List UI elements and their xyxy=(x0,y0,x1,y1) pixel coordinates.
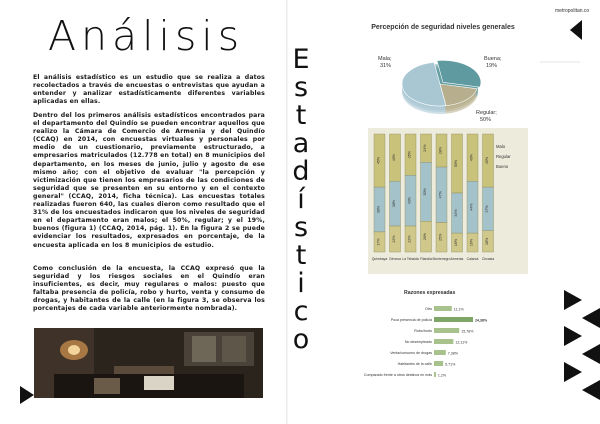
bar-value-label: 40% xyxy=(392,153,396,162)
bar-value-label: 34% xyxy=(454,209,458,217)
pie-label: 31% xyxy=(380,63,392,69)
bar-value-label: 44% xyxy=(469,203,474,211)
legend-label: Malo xyxy=(496,144,506,149)
category-tick-label: Génova xyxy=(389,257,401,261)
reasons-bar-chart xyxy=(364,286,524,392)
vertical-letter: E xyxy=(292,44,310,75)
category-tick-label: Montenegro xyxy=(432,257,451,261)
reason-value-label: 5,71% xyxy=(445,362,456,367)
reason-bar xyxy=(434,361,443,366)
reason-value-label: 12,11% xyxy=(455,340,468,345)
vertical-letter: s xyxy=(293,212,309,243)
bar-value-label: 28% xyxy=(438,146,443,155)
site-label: metropolitan.co xyxy=(555,8,590,14)
pie-label: Buena; xyxy=(484,56,502,62)
stacked-bar-chart xyxy=(368,128,528,274)
reason-label: Otro xyxy=(425,307,432,311)
bar-value-label: 38% xyxy=(376,205,381,214)
bar-value-label: 24% xyxy=(423,144,427,152)
reason-bar xyxy=(434,350,446,355)
pie-chart-title: Percepción de seguridad niveles generales xyxy=(371,24,515,31)
zigzag-decoration xyxy=(564,290,600,410)
bar-value-label: 16% xyxy=(454,238,458,247)
interior-photo xyxy=(34,328,263,398)
bar-value-label: 40% xyxy=(469,153,474,162)
divider-line xyxy=(540,60,580,64)
paragraph-body: Dentro del los primeros análisis estadísticos encontrados para el departamento del Quindío se pueden encontrar aquellos que realizo la Cámara de Comercio de Armenia y del Quindío (CCAQ) en 2014, con encuestas virtuales y personales por medio de un cuestionario, previamente estructurado, a empresarios matriculados (12.778 en total) en 8 municipios del departamento, en los meses de junio, julio y agosto de ese mismo año; con el objetivo de evaluar "la percepción y victimización que tienen los empresarios de las condiciones de seguridad que se presenten en su entorno y en el contexto general" (CCAQ, 2014, ficha técnica). Las encuestas totales realizadas fueron 640, las cuales dieron como resultado que el 31% de los encuestados indicaron que los niveles de seguridad en el departamento eran malos; el 50%, regular; y el 19%, buenos (figura 1) (CCAQ, 2014, pág. 1). En la figura 2 se puede evidenciar los resultados, expresados en porcentaje, de la encuesta aplicada en los 8 municipios de estudio. xyxy=(33,112,265,249)
pie-label: 19% xyxy=(486,63,498,69)
reason-label: Venta/consumo de drogas xyxy=(390,351,432,355)
category-tick-label: Filandia xyxy=(420,257,432,261)
reason-value-label: 1,2% xyxy=(437,373,447,378)
reason-value-label: 24,38% xyxy=(475,318,488,323)
reason-value-label: 15,78% xyxy=(461,329,474,334)
bar-value-label: 25% xyxy=(438,233,443,241)
bar-value-label: 50% xyxy=(423,188,427,196)
bar-value-label: 16% xyxy=(469,238,474,247)
bar-value-label: 18% xyxy=(485,237,489,245)
legend-label: Regular xyxy=(496,154,511,159)
category-tick-label: Armenia xyxy=(450,257,464,261)
reason-bar xyxy=(434,339,453,344)
bar-value-label: 45% xyxy=(376,156,381,165)
reason-label: Robo/hurto xyxy=(414,329,432,333)
bar-value-label: 22% xyxy=(392,235,396,243)
reason-bar xyxy=(434,306,452,311)
vertical-letter: o xyxy=(292,324,310,355)
vertical-letter: a xyxy=(292,128,310,159)
reason-label: Comparado frente a otros destinos en más xyxy=(364,373,432,377)
reason-bar xyxy=(434,372,436,377)
bar-value-label: 17% xyxy=(376,238,381,246)
reason-label: No desempleado xyxy=(404,340,432,344)
vertical-letter: s xyxy=(293,72,309,103)
reason-bar xyxy=(434,328,459,333)
legend-label: Bueno xyxy=(496,164,509,169)
category-tick-label: La Tebaida xyxy=(402,257,419,261)
vertical-letter: t xyxy=(295,100,307,131)
vertical-letter: d xyxy=(292,156,310,187)
bar-value-label: 22% xyxy=(407,235,412,243)
bar-value-label: 47% xyxy=(438,191,443,199)
category-tick-label: Circasia xyxy=(481,257,495,261)
paragraph-intro: El análisis estadístico es un estudio que se realiza a datos recolectados a través de encuestas o entrevistas que ayudan a entender y analizar estadísticamente diferentes variables aplicadas en ellas. xyxy=(33,74,265,106)
bar-value-label: 45% xyxy=(485,156,489,165)
vertical-letter: i xyxy=(297,268,305,299)
bar-value-label: 26% xyxy=(423,233,427,241)
interior-photo-illustration xyxy=(34,328,263,398)
reason-value-label: 11,1% xyxy=(453,307,464,312)
reason-label: Poca presencia de policía xyxy=(390,318,432,322)
pie-chart xyxy=(360,22,520,124)
reason-label: Habitantes de la calle xyxy=(397,362,432,366)
pie-label: 50% xyxy=(480,117,492,123)
reason-bar xyxy=(434,317,473,322)
bar-value-label: 50% xyxy=(454,159,458,168)
vertical-letter: c xyxy=(293,296,309,327)
vertical-letter: t xyxy=(295,240,307,271)
reasons-bar-figure xyxy=(364,286,524,392)
pie-label: Mala; xyxy=(378,56,392,62)
stacked-bar-figure xyxy=(368,128,528,274)
bar-value-label: 35% xyxy=(407,151,412,159)
bar-value-label: 43% xyxy=(407,197,412,205)
bar-value-label: 38% xyxy=(392,200,396,208)
reason-value-label: 7,38% xyxy=(447,351,459,356)
paragraph-conclusion: Como conclusión de la encuesta, la CCAQ expresó que la seguridad y los riesgos sociales en el Quindío eran insuficientes, es decir, muy regulares o malos: puesto que faltaba presencia de policía, robo y hurto, venta y consumo de drogas, y habitantes de la calle (en la figura 3, se observa los porcentajes de cada variable anteriormente nombrada). xyxy=(33,265,265,313)
vertical-letter: í xyxy=(297,184,305,215)
pie-label: Regular; xyxy=(476,110,497,116)
reasons-chart-title: Razones expresadas xyxy=(404,290,456,296)
category-tick-label: Calarcá xyxy=(466,257,479,261)
triangle-left-icon xyxy=(20,386,34,404)
pie-chart-figure xyxy=(360,22,520,124)
category-tick-label: Quimbaya xyxy=(371,257,388,261)
bar-value-label: 37% xyxy=(485,205,489,213)
triangle-top-right-icon xyxy=(570,20,582,40)
page-title: Análisis xyxy=(48,12,245,60)
